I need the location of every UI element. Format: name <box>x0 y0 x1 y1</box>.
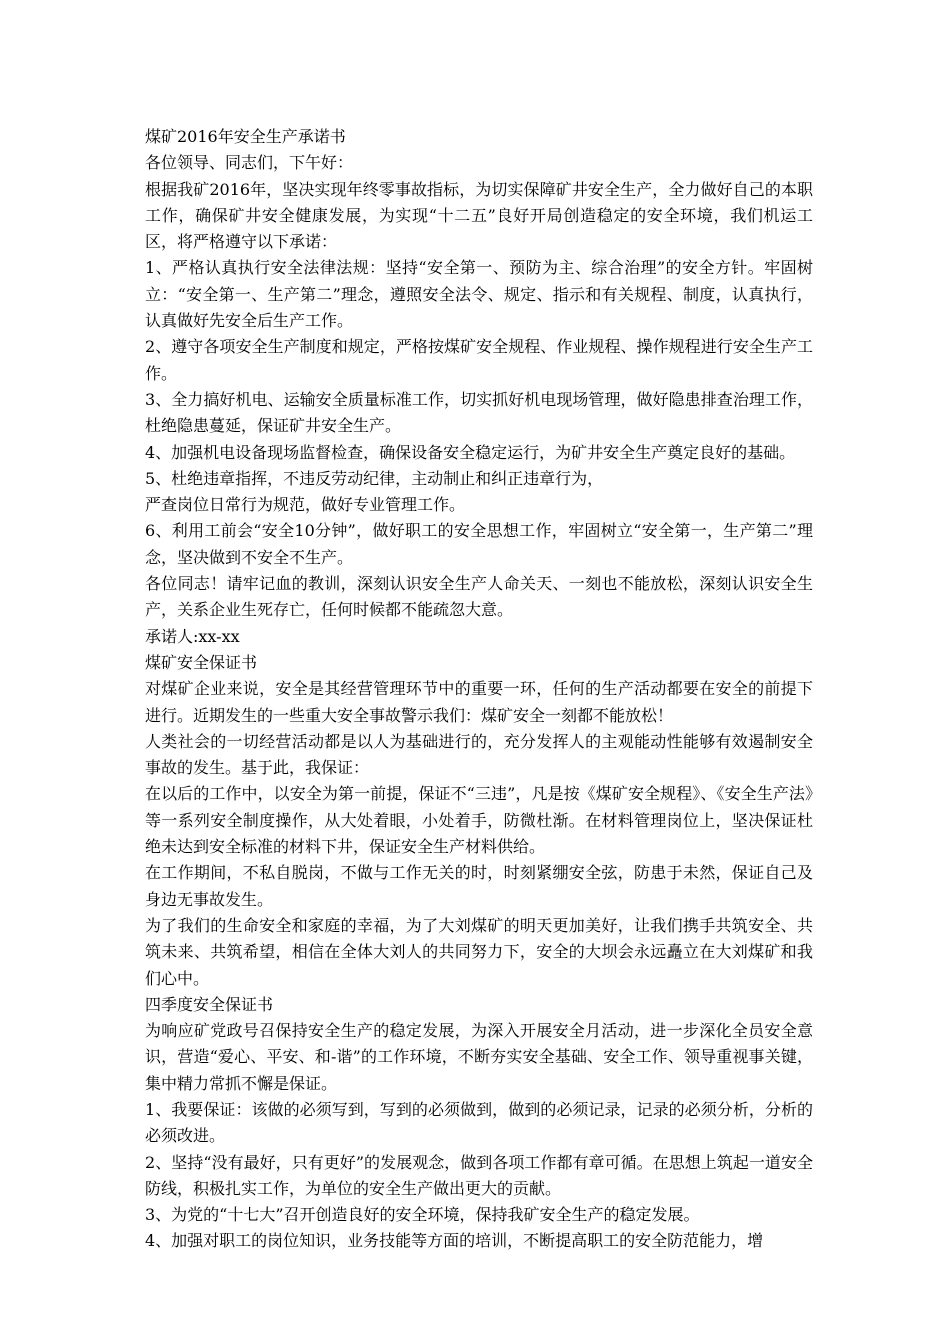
list-item: 4、加强对职工的岗位知识，业务技能等方面的培训，不断提高职工的安全防范能力，增 <box>145 1231 764 1251</box>
document-title: 煤矿2016年安全生产承诺书 <box>145 127 346 146</box>
list-item: 6、利用工前会“安全10分钟”，做好职工的安全思想工作，牢固树立“安全第一，生产第二”理念，坚决做到不安全不生产。 <box>145 521 813 567</box>
list-item: 3、为党的“十七大”召开创造良好的安全环境，保持我矿安全生产的稳定发展。 <box>145 1205 700 1225</box>
greeting: 各位领导、同志们，下午好： <box>145 153 354 173</box>
section-title: 四季度安全保证书 <box>145 994 274 1014</box>
section-title: 煤矿安全保证书 <box>145 652 258 672</box>
list-item: 4、加强机电设备现场监督检查，确保设备安全稳定运行，为矿井安全生产奠定良好的基础。 <box>145 442 796 462</box>
list-item: 1、我要保证：该做的必须写到，写到的必须做到，做到的必须记录，记录的必须分析，分析的必须改进。 <box>145 1099 813 1146</box>
document-body <box>145 124 813 1255</box>
list-item: 1、严格认真执行安全法律法规：坚持“安全第一、预防为主、综合治理”的安全方针。牢固树立：“安全第一、生产第二”理念，遵照安全法令、规定、指示和有关规程、制度，认真执行，认真做好先安全后生产工作。 <box>145 258 813 331</box>
paragraph: 各位同志！请牢记血的教训，深刻认识安全生产人命关天、一刻也不能放松，深刻认识安全生产，关系企业生死存亡，任何时候都不能疏忽大意。 <box>145 574 813 620</box>
list-item: 5、杜绝违章指挥，不违反劳动纪律，主动制止和纠正违章行为， <box>145 468 604 488</box>
paragraph: 对煤矿企业来说，安全是其经营管理环节中的重要一环，任何的生产活动都要在安全的前提下进行。近期发生的一些重大安全事故警示我们：煤矿安全一刻都不能放松！ <box>145 679 813 725</box>
list-item: 2、遵守各项安全生产制度和规定，严格按煤矿安全规程、作业规程、操作规程进行安全生产工作。 <box>145 337 813 383</box>
paragraph: 在以后的工作中，以安全为第一前提，保证不“三违”，凡是按《煤矿安全规程》、《安全生产法》等一系列安全制度操作，从大处着眼，小处着手，防微杜渐。在材料管理岗位上，坚决保证杜绝未达到安全标准的材料下井，保证安全生产材料供给。 <box>145 784 813 857</box>
paragraph: 人类社会的一切经营活动都是以人为基础进行的，充分发挥人的主观能动性能够有效遏制安全事故的发生。基于此，我保证： <box>145 731 813 778</box>
paragraph: 为了我们的生命安全和家庭的幸福，为了大刘煤矿的明天更加美好，让我们携手共筑安全、共筑未来、共筑希望，相信在全体大刘人的共同努力下，安全的大坝会永远矗立在大刘煤矿和我们心中。 <box>145 915 813 988</box>
paragraph: 根据我矿2016年，坚决实现年终零事故指标，为切实保障矿井安全生产，全力做好自己的本职工作，确保矿井安全健康发展，为实现“十二五”良好开局创造稳定的安全环境，我们机运工区，将严格遵守以下承诺： <box>145 179 813 252</box>
signature-line: 承诺人:xx-xx <box>145 626 240 646</box>
paragraph: 为响应矿党政号召保持安全生产的稳定发展，为深入开展安全月活动，进一步深化全员安全意识，营造“爱心、平安、和-谐”的工作环境，不断夯实安全基础、安全工作、领导重视事关键，集中精力常抓不懈是保证。 <box>145 1021 813 1093</box>
list-item: 2、坚持“没有最好，只有更好”的发展观念，做到各项工作都有章可循。在思想上筑起一道安全防线，积极扎实工作，为单位的安全生产做出更大的贡献。 <box>145 1152 813 1198</box>
paragraph: 在工作期间，不私自脱岗，不做与工作无关的时，时刻紧绷安全弦，防患于未然，保证自己及身边无事故发生。 <box>145 863 813 909</box>
paragraph: 严查岗位日常行为规范，做好专业管理工作。 <box>145 495 466 515</box>
list-item: 3、全力搞好机电、运输安全质量标准工作，切实抓好机电现场管理，做好隐患排查治理工作，杜绝隐患蔓延，保证矿井安全生产。 <box>145 389 813 436</box>
